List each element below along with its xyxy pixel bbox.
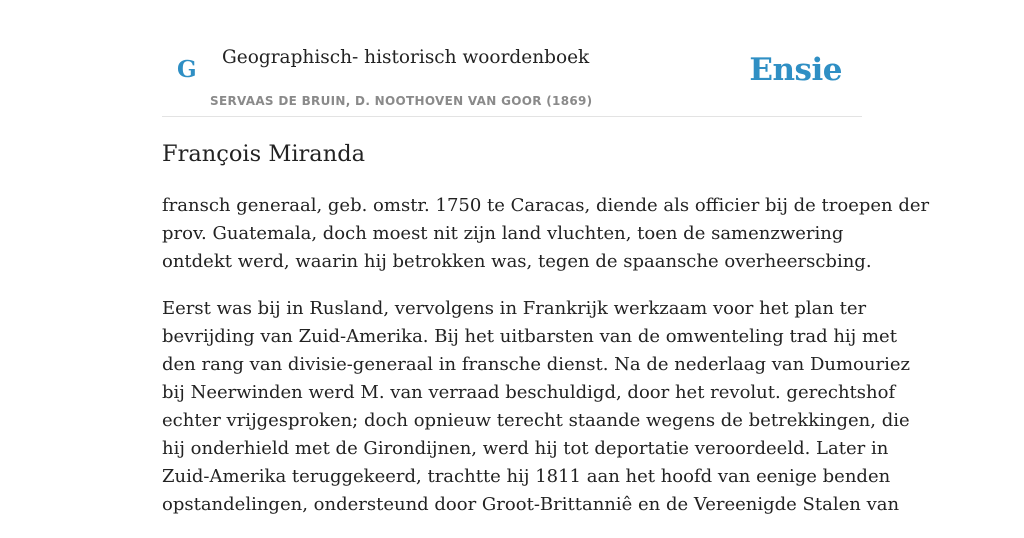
- paragraph-2: [162, 295, 910, 519]
- header: [162, 0, 862, 117]
- text-line: bevrijding van Zuid-Amerika. Bij het uitbarsten van de omwenteling trad hij met: [162, 326, 897, 347]
- entry-title: François Miranda: [162, 141, 366, 167]
- text-line: echter vrijgesproken; doch opnieuw terecht staande wegens de betrekkingen, die: [162, 410, 910, 431]
- dictionary-logo-icon[interactable]: G: [177, 56, 197, 83]
- text-line: den rang van divisie-generaal in fransche dienst. Na de nederlaag van Dumouriez: [162, 354, 910, 375]
- paragraph-1: [162, 192, 930, 276]
- text-line: bij Neerwinden werd M. van verraad beschuldigd, door het revolut. gerechtshof: [162, 382, 896, 403]
- page: [162, 0, 930, 515]
- text-line: Eerst was bij in Rusland, vervolgens in Frankrijk werkzaam voor het plan ter: [162, 298, 867, 319]
- text-line: ontdekt werd, waarin hij betrokken was, tegen de spaansche overheerscbing.: [162, 251, 872, 272]
- text-line: opstandelingen, ondersteund door Groot-Brittanniê en de Vereenigde Stalen van: [162, 494, 900, 515]
- text-line: prov. Guatemala, doch moest nit zijn land vluchten, toen de samenzwering: [162, 223, 844, 244]
- entry-body: [162, 192, 930, 538]
- ensie-logo[interactable]: Ensie: [749, 52, 842, 88]
- book-title[interactable]: Geographisch- historisch woordenboek: [222, 47, 590, 68]
- text-line: hij onderhield met de Girondijnen, werd hij tot deportatie veroordeeld. Later in: [162, 438, 889, 459]
- text-line: fransch generaal, geb. omstr. 1750 te Caracas, diende als officier bij de troepen der: [162, 195, 930, 216]
- text-line: Zuid-Amerika teruggekeerd, trachtte hij 1811 aan het hoofd van eenige benden: [162, 466, 891, 487]
- book-author: SERVAAS DE BRUIN, D. NOOTHOVEN VAN GOOR (1869): [210, 94, 593, 108]
